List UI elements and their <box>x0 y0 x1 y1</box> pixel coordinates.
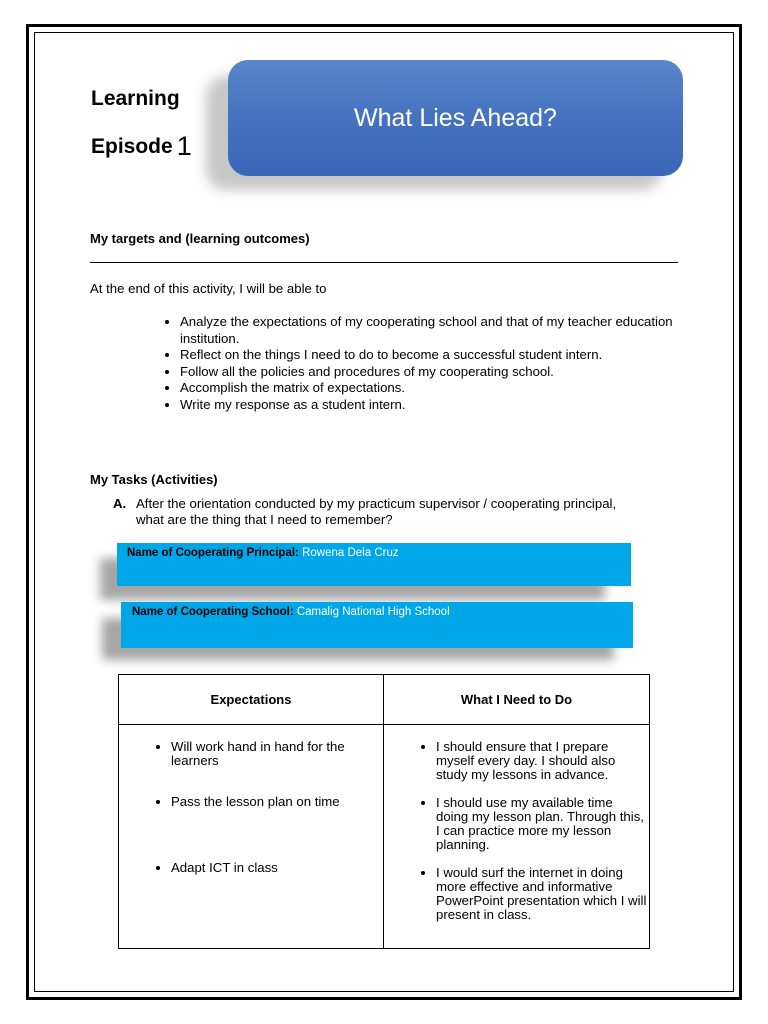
expectation-item: • Will work hand in hand for the learners <box>171 740 371 768</box>
episode-label-learning: Learning <box>91 87 180 110</box>
target-item: • Follow all the policies and procedures of my cooperating school. <box>180 364 700 381</box>
episode-title: What Lies Ahead? <box>354 103 557 132</box>
targets-list <box>140 314 700 413</box>
episode-number: 1 <box>176 131 192 161</box>
principal-value: Rowena Dela Cruz <box>302 547 399 559</box>
expectation-item: • Pass the lesson plan on time <box>171 795 371 809</box>
principal-name-box <box>117 543 631 586</box>
principal-label: Name of Cooperating Principal: <box>127 547 299 559</box>
expectations-table <box>118 674 650 949</box>
school-label: Name of Cooperating School: <box>132 606 294 618</box>
target-item: • Accomplish the matrix of expectations. <box>180 380 700 397</box>
episode-word: Episode <box>91 135 173 158</box>
expectation-item: • Adapt ICT in class <box>171 861 371 875</box>
task-letter: A. <box>113 496 127 511</box>
targets-heading: My targets and (learning outcomes) <box>90 231 310 246</box>
need-item: • I would surf the internet in doing more effective and informative PowerPoint presentation which I will present in class. <box>436 866 648 922</box>
tasks-heading: My Tasks (Activities) <box>90 472 218 487</box>
expectations-header: Expectations <box>119 675 384 725</box>
needs-header: What I Need to Do <box>384 675 649 725</box>
target-item: • Analyze the expectations of my cooperating school and that of my teacher education institution. <box>180 314 700 347</box>
target-item: • Reflect on the things I need to do to become a successful student intern. <box>180 347 700 364</box>
target-item: • Write my response as a student intern. <box>180 397 700 414</box>
school-value: Camalig National High School <box>296 606 450 618</box>
heading-divider <box>90 262 678 263</box>
targets-intro: At the end of this activity, I will be able to <box>90 281 327 296</box>
need-item: • I should ensure that I prepare myself every day. I should also study my lessons in advance. <box>436 740 648 782</box>
episode-label-episode <box>91 129 192 160</box>
title-banner <box>228 60 683 176</box>
needs-cell <box>384 725 649 948</box>
need-item: • I should use my available time doing my lesson plan. Through this, I can practice more my lesson planning. <box>436 796 648 852</box>
expectations-cell <box>119 725 384 948</box>
school-name-box <box>121 602 633 648</box>
task-question: After the orientation conducted by my practicum supervisor / cooperating principal, what are the thing that I need to remember? <box>136 496 617 527</box>
